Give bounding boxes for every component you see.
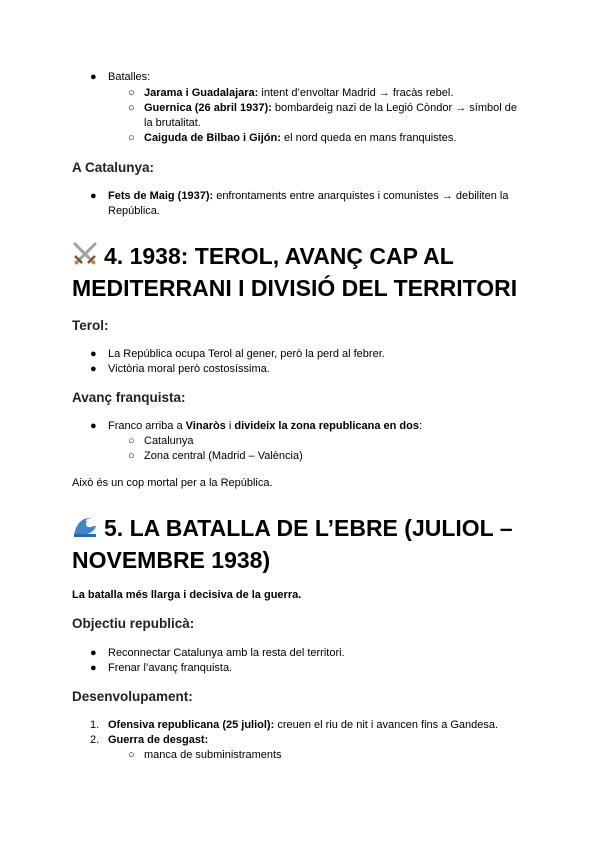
bullet-marker: ● (90, 348, 97, 360)
circle-marker: ○ (128, 87, 135, 99)
development-item: Guerra de desgast: (108, 734, 209, 746)
objective-heading: Objectiu republicà: (72, 616, 195, 631)
circle-marker: ○ (128, 102, 135, 114)
battles-label: Batalles: (108, 71, 151, 83)
catalunya-heading: A Catalunya: (72, 160, 155, 175)
bullet-marker: ● (90, 363, 97, 375)
objective-item: Reconnectar Catalunya amb la resta del territori. (108, 647, 345, 659)
crossed-swords-icon (72, 241, 98, 275)
catalunya-item-cont: República. (108, 205, 160, 217)
section-4-title-line1: 4. 1938: TEROL, AVANÇ CAP AL (72, 240, 454, 275)
catalunya-item: Fets de Maig (1937): enfrontaments entre anarquistes i comunistes → debiliten la (108, 190, 509, 202)
avanc-heading: Avanç franquista: (72, 390, 186, 405)
avanc-subitem: Zona central (Madrid – València) (144, 450, 303, 462)
circle-marker: ○ (128, 450, 135, 462)
development-number: 2. (90, 734, 100, 746)
section-5-title-line1: 5. LA BATALLA DE L’EBRE (JULIOL – (72, 512, 513, 547)
development-subitem: manca de subministraments (144, 749, 282, 761)
avanc-item: Franco arriba a Vinaròs i divideix la zona republicana en dos: (108, 420, 423, 432)
section-5-title-line2: NOVEMBRE 1938) (72, 547, 271, 573)
battle-item-guernica: Guernica (26 abril 1937): bombardeig nazi de la Legió Còndor → símbol de (144, 102, 517, 114)
development-item: Ofensiva republicana (25 juliol): creuen el riu de nit i avancen fins a Gandesa. (108, 719, 499, 731)
battle-item-jarama: Jarama i Guadalajara: intent d’envoltar Madrid → fracàs rebel. (144, 87, 454, 99)
development-number: 1. (90, 719, 100, 731)
avanc-note: Això és un cop mortal per a la República. (72, 477, 273, 489)
section-4-title-line2: MEDITERRANI I DIVISIÓ DEL TERRITORI (72, 275, 518, 301)
circle-marker: ○ (128, 435, 135, 447)
terol-item: Victòria moral però costosíssima. (108, 363, 270, 375)
circle-marker: ○ (128, 132, 135, 144)
circle-marker: ○ (128, 749, 135, 761)
bullet-marker: ● (90, 190, 97, 202)
battle-item-guernica-cont: la brutalitat. (144, 117, 201, 129)
ebre-intro: La batalla més llarga i decisiva de la guerra. (72, 589, 302, 601)
terol-item: La República ocupa Terol al gener, però la perd al febrer. (108, 348, 385, 360)
wave-icon (72, 513, 98, 547)
bullet-marker: ● (90, 420, 97, 432)
bullet-marker: ● (90, 647, 97, 659)
battle-item-bilbao: Caiguda de Bilbao i Gijón: el nord queda en mans franquistes. (144, 132, 457, 144)
objective-item: Frenar l’avanç franquista. (108, 662, 233, 674)
bullet-marker: ● (90, 662, 97, 674)
avanc-subitem: Catalunya (144, 435, 194, 447)
development-heading: Desenvolupament: (72, 689, 193, 704)
bullet-marker: ● (90, 71, 97, 83)
terol-heading: Terol: (72, 318, 109, 333)
